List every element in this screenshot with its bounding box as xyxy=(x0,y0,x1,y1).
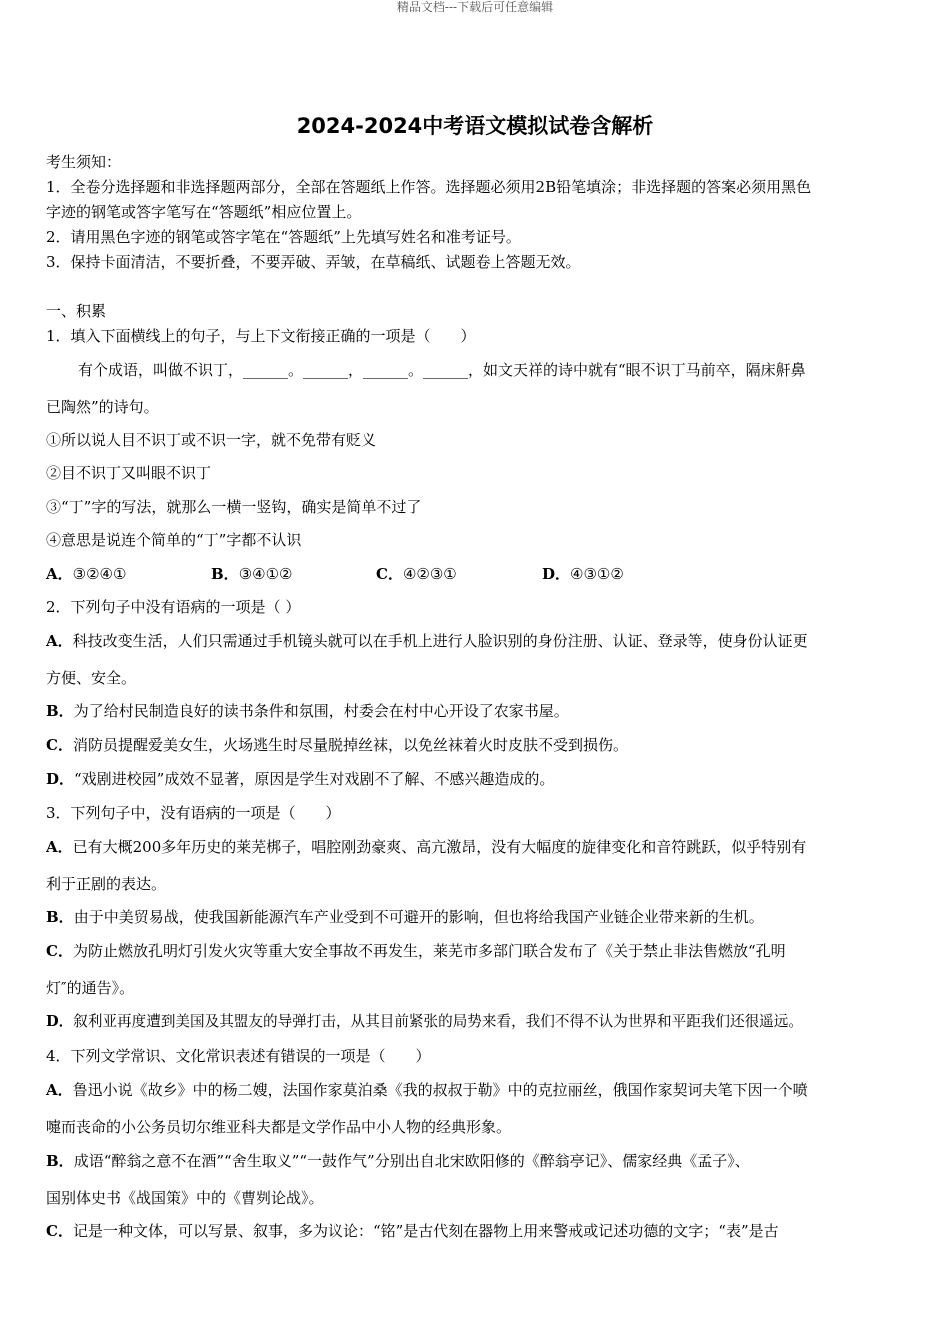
option-text: 为防止燃放孔明灯引发火灾等重大安全事故不再发生，莱芜市多部门联合发布了《关于禁止非法售燃放“孔明 xyxy=(72,942,786,960)
choice-text: ④③①② xyxy=(570,565,624,583)
option-text: 科技改变生活，人们只需通过手机镜头就可以在手机上进行人脸识别的身份注册、认证、登录等，使身份认证更 xyxy=(72,632,808,650)
notice-line: 1．全卷分选择题和非选择题两部分，全部在答题纸上作答。选择题必须用2B铅笔填涂；非选择题的答案必须用黑色 xyxy=(46,178,812,196)
option-label: B． xyxy=(46,702,74,720)
option-text: 嚏而丧命的小公务员切尔维亚科夫都是文学作品中小人物的经典形象。 xyxy=(46,1118,512,1136)
section-heading: 一、积累 xyxy=(46,302,107,320)
q4-option-line xyxy=(46,1222,779,1240)
notice-line: 字迹的钢笔或答字笔写在“答题纸”相应位置上。 xyxy=(46,203,362,221)
notice-line: 3．保持卡面清洁，不要折叠，不要弄破、弄皱，在草稿纸、试题卷上答题无效。 xyxy=(46,253,581,271)
option-label: D． xyxy=(46,1013,74,1030)
option-text: 由于中美贸易战，使我国新能源汽车产业受到不可避开的影响，但也将给我国产业链企业带来新的生机。 xyxy=(73,908,764,926)
header-note: 精品文档---下载后可任意编辑 xyxy=(396,0,554,14)
q2-option-line xyxy=(46,702,569,720)
q1-passage-line: 已陶然”的诗句。 xyxy=(46,398,159,416)
option-label: B． xyxy=(46,908,74,926)
q3-option-line xyxy=(46,875,166,893)
option-label: D． xyxy=(46,770,75,788)
q1-choice-d xyxy=(542,565,624,583)
option-text: 利于正剧的表达。 xyxy=(46,875,167,893)
q2-option-line xyxy=(46,736,628,754)
option-text: 叙利亚再度遭到美国及其盟友的导弹打击，从其目前紧张的局势来看，我们不得不认为世界和平距我们还很遥远。 xyxy=(73,1013,803,1030)
choice-label: A． xyxy=(46,565,73,583)
q4-option-line xyxy=(46,1118,511,1136)
option-text: 鲁迅小说《故乡》中的杨二嫂，法国作家莫泊桑《我的叔叔于勒》中的克拉丽丝，俄国作家契诃夫笔下因一个喷 xyxy=(72,1081,808,1099)
q2-option-line xyxy=(46,632,808,650)
q1-choice-c xyxy=(376,565,457,583)
choice-text: ③②④① xyxy=(72,565,127,583)
q1-item: ④意思是说连个简单的“丁”字都不认识 xyxy=(46,531,302,549)
option-label: C． xyxy=(46,1222,73,1240)
q4-option-line xyxy=(46,1081,808,1099)
q4-option-line xyxy=(46,1152,750,1170)
q1-passage-line: 有个成语，叫做不识丁，______。______，______。______，如文天祥的诗中就有“眼不识丁马前卒，隔床鼾鼻 xyxy=(78,361,806,379)
option-text: 记是一种文体，可以写景、叙事，多为议论：“铭”是古代刻在器物上用来警戒或记述功德的文字；“表”是古 xyxy=(72,1222,779,1240)
option-label: C． xyxy=(46,736,73,754)
option-label: C． xyxy=(46,942,73,960)
q1-choice-b xyxy=(211,565,292,583)
choice-text: ③④①② xyxy=(238,565,293,583)
choice-label: B． xyxy=(211,565,239,583)
choice-label: C． xyxy=(376,565,403,583)
question-1-stem: 1．填入下面横线上的句子，与上下文衔接正确的一项是（ ） xyxy=(46,327,476,345)
notice-line: 2．请用黑色字迹的钢笔或答字笔在“答题纸”上先填写姓名和准考证号。 xyxy=(46,228,521,246)
page-title: 2024-2024中考语文模拟试卷含解析 xyxy=(296,114,654,138)
q2-option-line xyxy=(46,669,136,687)
option-text: 国别体史书《战国策》中的《曹刿论战》。 xyxy=(46,1189,324,1207)
q1-item: ②目不识丁又叫眼不识丁 xyxy=(46,464,212,482)
option-label: A． xyxy=(46,1081,73,1099)
option-text: “戏剧进校园”成效不显著，原因是学生对戏剧不了解、不感兴趣造成的。 xyxy=(74,770,555,788)
q3-option-line xyxy=(46,979,134,997)
choice-label: D． xyxy=(542,565,571,583)
question-4-stem: 4．下列文学常识、文化常识表述有错误的一项是（ ） xyxy=(46,1047,431,1065)
notice-heading: 考生须知： xyxy=(46,153,122,171)
choice-text: ④②③① xyxy=(402,565,457,583)
q1-item: ①所以说人目不识丁或不识一字，就不免带有贬义 xyxy=(46,431,377,449)
q3-option-line xyxy=(46,908,764,926)
option-label: A． xyxy=(46,632,73,650)
q4-option-line xyxy=(46,1189,324,1207)
q3-option-line xyxy=(46,942,786,960)
question-2-stem: 2．下列句子中没有语病的一项是（ ） xyxy=(46,598,301,616)
option-text: 灯″的通告》。 xyxy=(46,979,135,997)
option-text: 已有大概200多年历史的莱芜梆子，唱腔刚劲豪爽、高亢激昂，没有大幅度的旋律变化和音符跳跃，似乎特别有 xyxy=(72,838,807,856)
q1-choice-a xyxy=(46,565,126,583)
option-text: 消防员提醒爱美女生，火场逃生时尽量脱掉丝袜，以免丝袜着火时皮肤不受到损伤。 xyxy=(72,736,628,754)
option-label: B． xyxy=(46,1152,74,1170)
option-label: A． xyxy=(46,838,73,856)
q3-option-line xyxy=(46,1013,803,1031)
option-text: 为了给村民制造良好的读书条件和氛围，村委会在村中心开设了农家书屋。 xyxy=(73,702,569,720)
q2-option-line xyxy=(46,770,554,788)
option-text: 成语“醉翁之意不在酒”“舍生取义”“一鼓作气”分别出自北宋欧阳修的《醉翁亭记》、儒家经典《孟子》、 xyxy=(73,1152,750,1170)
question-3-stem: 3．下列句子中，没有语病的一项是（ ） xyxy=(46,804,341,822)
q3-option-line xyxy=(46,838,806,856)
option-text: 方便、安全。 xyxy=(46,669,137,687)
q1-item: ③“丁”字的写法，就那么一横一竖钩，确实是简单不过了 xyxy=(46,498,422,516)
